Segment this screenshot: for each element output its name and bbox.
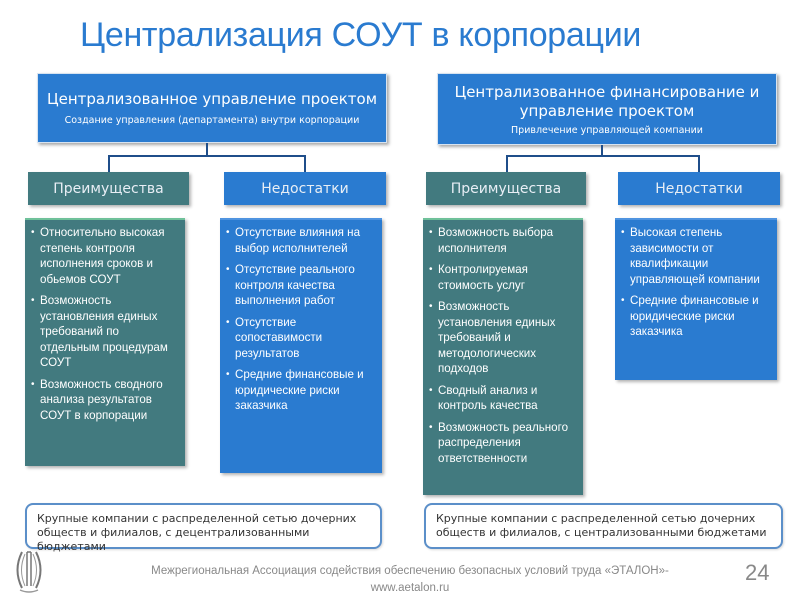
left-top-box-title: Централизованное управление проектом — [46, 90, 378, 108]
left-connector-dis — [304, 155, 306, 172]
slide-title: Централизация СОУТ в корпорации — [80, 16, 642, 54]
list-item: • Контролируемая стоимость услуг — [429, 262, 577, 293]
left-bottom-note — [25, 503, 382, 553]
association-emblem-icon — [12, 546, 46, 594]
footer-line-1: Межрегиональная Ассоциация содействия обеспечению безопасных условий труда «ЭТАЛОН»- — [151, 565, 669, 577]
right-top-box-title: Централизованное финансирование и управление проектом — [454, 82, 760, 120]
list-item: • Возможность реального распределения ответственности — [429, 420, 577, 467]
left-advantages-header — [28, 172, 189, 205]
list-item: • Отсутствие сопоставимости результатов — [226, 315, 376, 362]
left-top-box-subtitle: Создание управления (департамента) внутри корпорации — [64, 115, 360, 126]
right-bottom-note-text: Крупные компании с распределенной сетью дочерних обществ и филиалов, с централизованными бюджетами — [436, 512, 767, 539]
right-advantages-list — [423, 218, 583, 495]
list-item: • Отсутствие реального контроля качества выполнения работ — [226, 262, 376, 309]
list-item: • Относительно высокая степень контроля исполнения сроков и обьемов СОУТ — [31, 225, 179, 287]
left-connector-adv — [108, 155, 110, 172]
list-item: • Возможность сводного анализа результатов СОУТ в корпорации — [31, 377, 179, 424]
right-top-box — [437, 73, 777, 145]
left-advantages-list — [25, 218, 185, 466]
list-item: • Возможность установления единых требований по отдельным процедурам СОУТ — [31, 293, 179, 371]
list-item: • Высокая степень зависимости от квалификации управляющей компании — [621, 225, 771, 287]
right-top-box-subtitle: Привлечение управляющей компании — [511, 124, 703, 136]
right-advantages-header — [426, 172, 586, 205]
page-number: 24 — [745, 560, 770, 585]
footer-line-2: www.aetalon.ru — [370, 582, 450, 594]
list-item: • Возможность выбора исполнителя — [429, 225, 577, 256]
footer-text — [100, 563, 720, 597]
list-item: • Средние финансовые и юридические риски заказчика — [621, 293, 771, 340]
right-connector-adv — [506, 155, 508, 172]
right-disadvantages-header — [618, 172, 780, 205]
right-disadvantages-header-label: Недостатки — [655, 180, 743, 197]
right-disadvantages-list — [615, 218, 777, 380]
right-advantages-header-label: Преимущества — [450, 180, 562, 197]
list-item: • Отсутствие влияния на выбор исполнителей — [226, 225, 376, 256]
left-disadvantages-header-label: Недостатки — [261, 180, 349, 197]
left-top-box — [37, 73, 387, 143]
left-disadvantages-header — [224, 172, 386, 205]
right-bottom-note — [424, 503, 783, 549]
right-connector-dis — [698, 155, 700, 172]
list-item: • Средние финансовые и юридические риски заказчика — [226, 367, 376, 414]
list-item: • Сводный анализ и контроль качества — [429, 383, 577, 414]
left-bottom-note-text: Крупные компании с распределенной сетью дочерних обществ и филиалов, с децентрализованными бюджетами — [37, 512, 357, 553]
list-item: • Возможность установления единых требований и методологических подходов — [429, 299, 577, 377]
left-connector-bar — [108, 155, 306, 157]
left-disadvantages-list — [220, 218, 382, 473]
right-connector-bar — [506, 155, 700, 157]
left-advantages-header-label: Преимущества — [53, 180, 164, 197]
